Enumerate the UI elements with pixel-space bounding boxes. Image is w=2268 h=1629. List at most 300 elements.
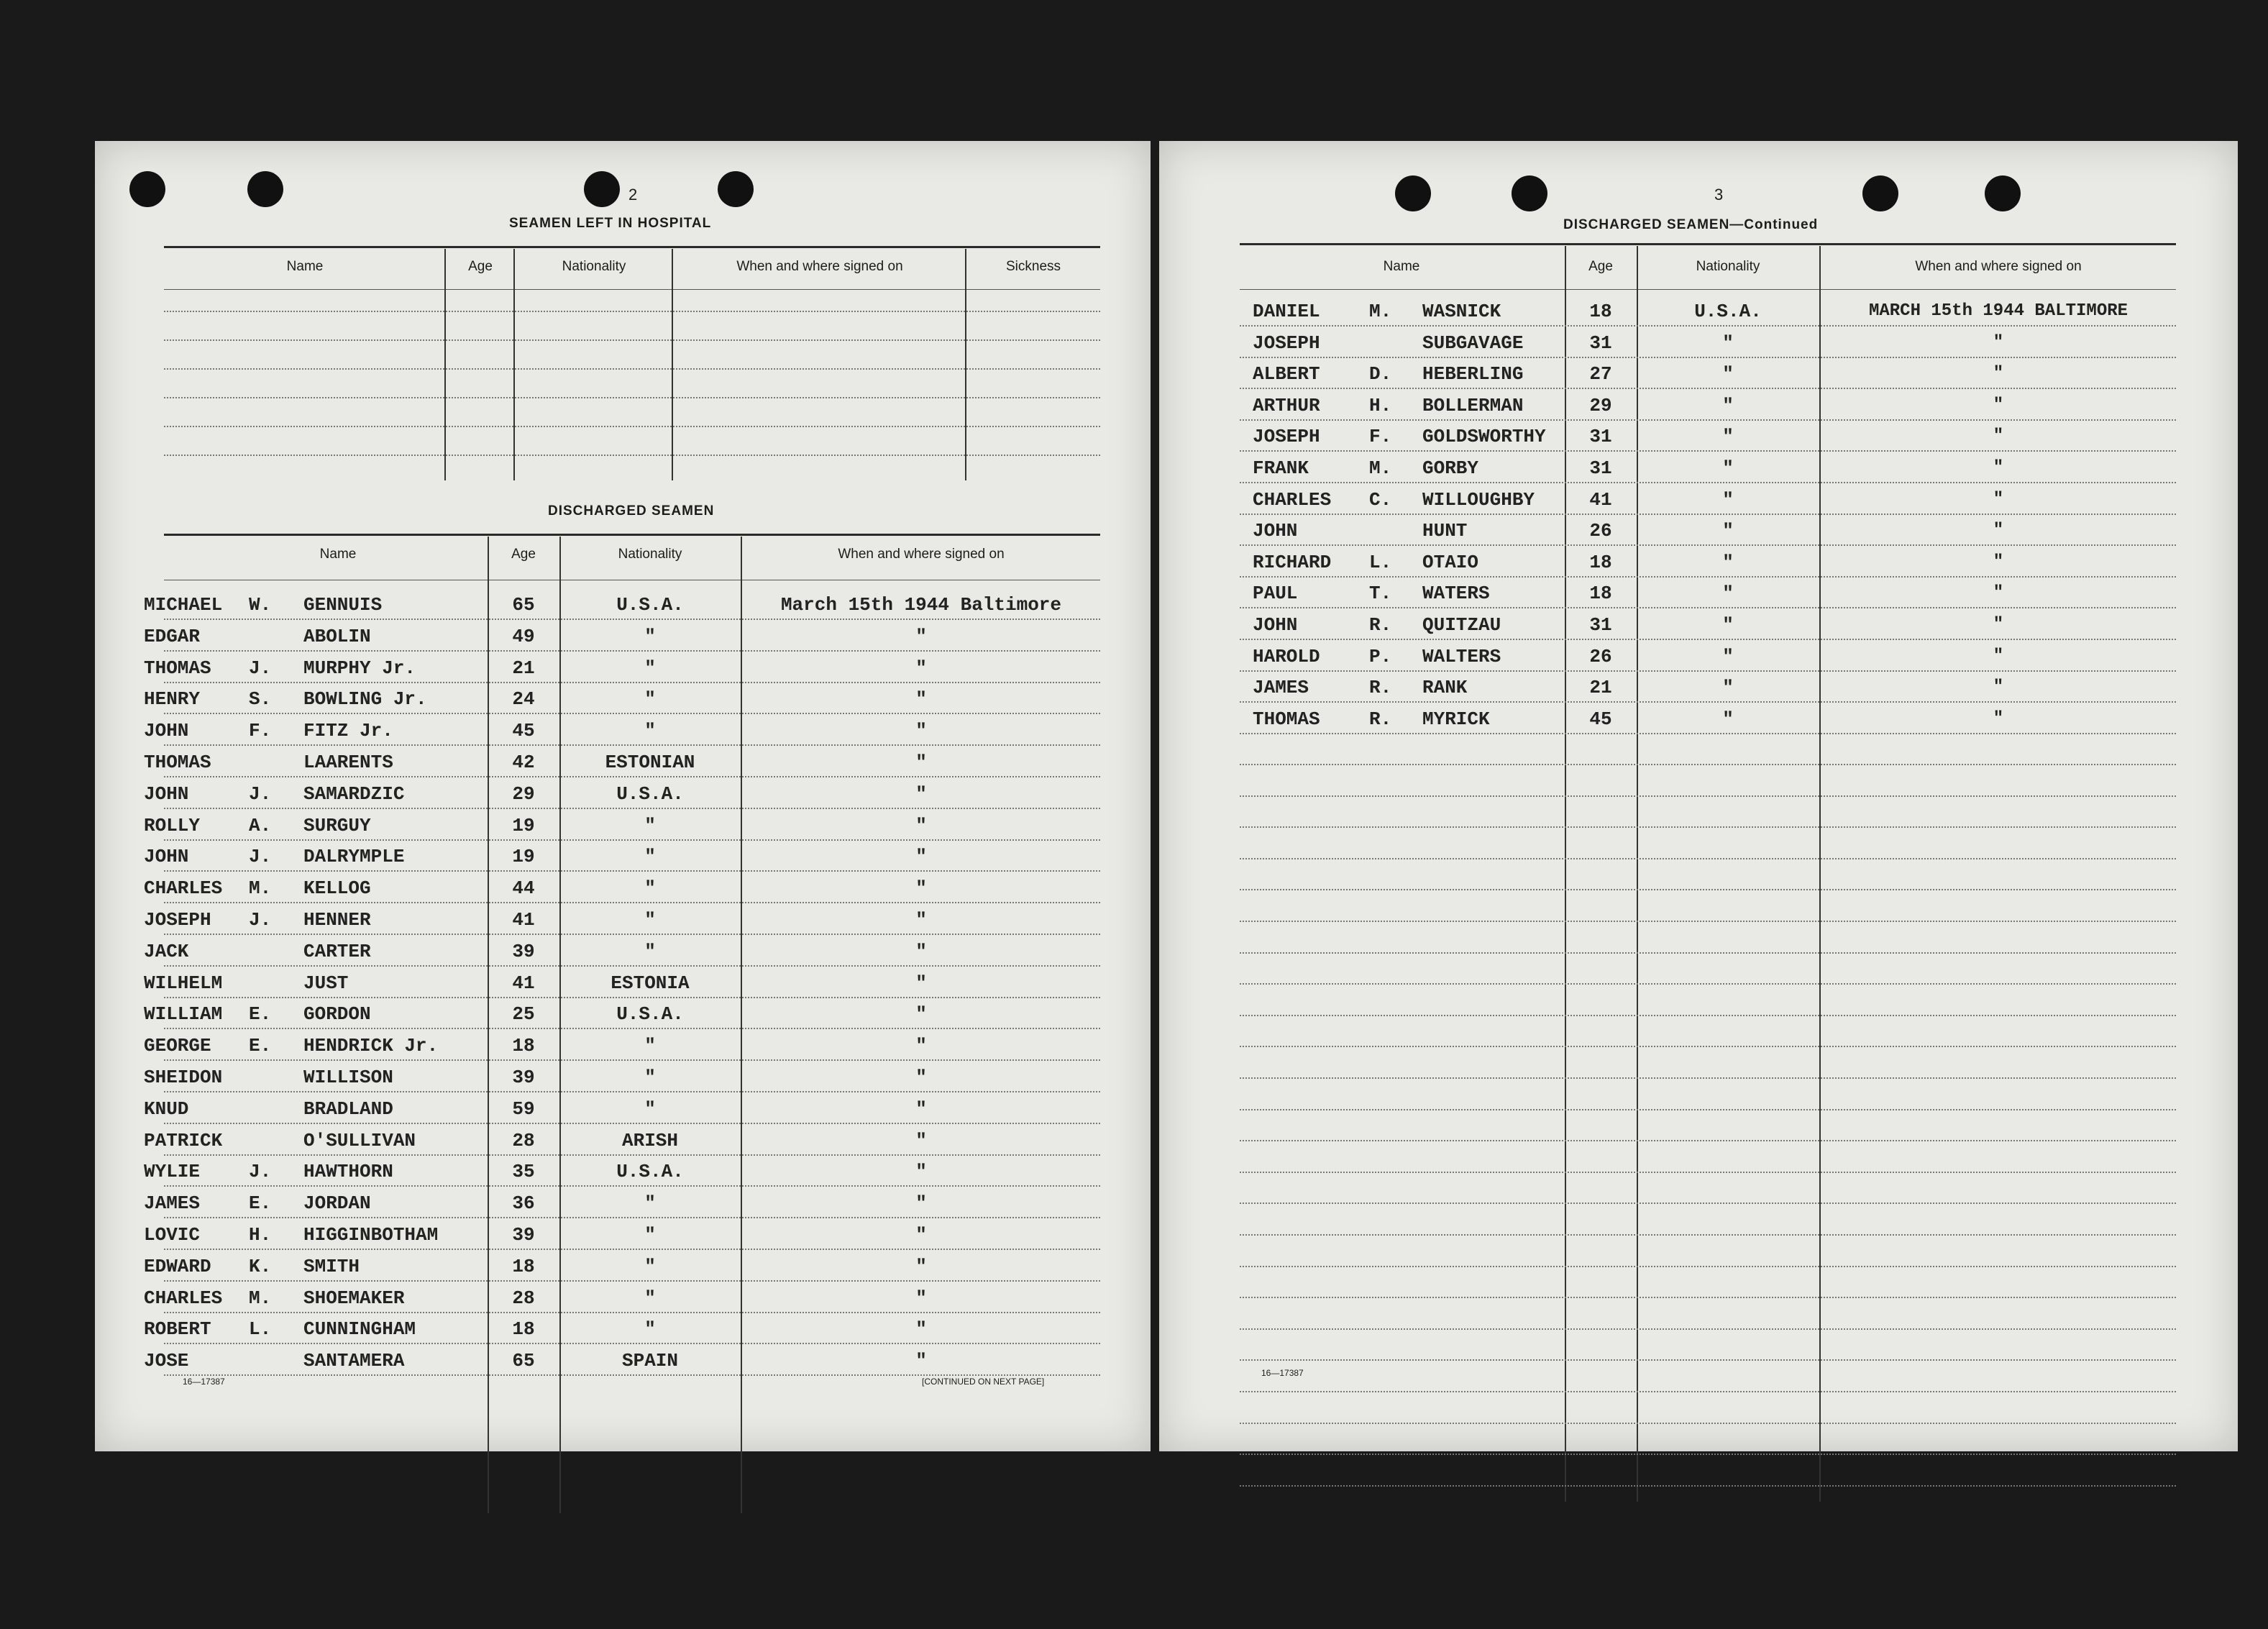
seaman-nationality: " bbox=[644, 815, 656, 836]
signed-on: " bbox=[1993, 458, 2004, 478]
table-row bbox=[1159, 552, 2238, 580]
col-header-age: Age bbox=[511, 547, 536, 562]
seaman-first-name: ROBERT bbox=[144, 1318, 211, 1340]
blank-row-rule bbox=[1240, 1077, 2176, 1079]
seaman-nationality: " bbox=[1722, 677, 1734, 698]
seaman-nationality: " bbox=[644, 1287, 656, 1309]
seaman-nationality: " bbox=[644, 720, 656, 742]
row-rule bbox=[164, 776, 1100, 777]
seaman-middle-initial: M. bbox=[1369, 457, 1392, 479]
signed-on: March 15th 1944 Baltimore bbox=[780, 594, 1062, 616]
signed-on: " bbox=[915, 972, 927, 994]
seaman-nationality: U.S.A. bbox=[616, 594, 684, 616]
row-rule bbox=[164, 682, 1100, 683]
header-rule bbox=[1240, 289, 2176, 290]
seaman-age: 27 bbox=[1589, 363, 1612, 385]
row-rule bbox=[1240, 544, 2176, 546]
blank-row-rule bbox=[1240, 795, 2176, 797]
table-row bbox=[95, 1192, 1151, 1221]
seaman-nationality: " bbox=[644, 941, 656, 962]
signed-on: " bbox=[915, 1130, 927, 1151]
row-rule bbox=[164, 650, 1100, 652]
seaman-last-name: GORBY bbox=[1422, 457, 1479, 479]
seaman-first-name: JOHN bbox=[144, 846, 189, 867]
seaman-last-name: QUITZAU bbox=[1422, 614, 1501, 636]
col-header-nationality: Nationality bbox=[562, 259, 626, 274]
signed-on: " bbox=[1993, 552, 2004, 572]
punch-hole bbox=[1985, 175, 2021, 211]
seaman-middle-initial: A. bbox=[249, 815, 272, 836]
row-rule bbox=[164, 839, 1100, 841]
seaman-first-name: THOMAS bbox=[144, 752, 211, 773]
seaman-nationality: " bbox=[644, 909, 656, 931]
table-row bbox=[95, 1161, 1151, 1190]
seaman-last-name: MURPHY Jr. bbox=[303, 657, 416, 679]
row-rule bbox=[1240, 357, 2176, 358]
row-rule bbox=[1240, 325, 2176, 327]
signed-on: " bbox=[915, 1161, 927, 1182]
seaman-nationality: " bbox=[644, 1067, 656, 1088]
col-header-nationality: Nationality bbox=[1696, 259, 1760, 274]
right-page bbox=[1159, 141, 2238, 1451]
row-rule bbox=[1240, 419, 2176, 421]
seaman-first-name: FRANK bbox=[1253, 457, 1309, 479]
punch-hole bbox=[584, 171, 620, 207]
blank-row-rule bbox=[1240, 1391, 2176, 1392]
table-row bbox=[95, 688, 1151, 717]
signed-on: " bbox=[1993, 490, 2004, 509]
blank-row bbox=[164, 455, 1100, 456]
seaman-last-name: SHOEMAKER bbox=[303, 1287, 405, 1309]
seaman-first-name: JOSE bbox=[144, 1350, 189, 1372]
seaman-first-name: SHEIDON bbox=[144, 1067, 223, 1088]
seaman-nationality: U.S.A. bbox=[616, 1161, 684, 1182]
seaman-last-name: CUNNINGHAM bbox=[303, 1318, 416, 1340]
seaman-last-name: RANK bbox=[1422, 677, 1468, 698]
seaman-age: 41 bbox=[1589, 489, 1612, 511]
blank-row-rule bbox=[1240, 983, 2176, 985]
seaman-middle-initial: D. bbox=[1369, 363, 1392, 385]
table-rule bbox=[164, 534, 1100, 536]
seaman-nationality: " bbox=[644, 1035, 656, 1057]
seaman-middle-initial: E. bbox=[249, 1192, 272, 1214]
seaman-last-name: JUST bbox=[303, 972, 349, 994]
seaman-nationality: " bbox=[644, 1318, 656, 1340]
seaman-nationality: " bbox=[1722, 646, 1734, 667]
seaman-middle-initial: L. bbox=[249, 1318, 272, 1340]
blank-row-rule bbox=[1240, 1046, 2176, 1047]
col-header-nationality: Nationality bbox=[618, 547, 682, 562]
table-row bbox=[95, 1035, 1151, 1064]
seaman-nationality: " bbox=[644, 1192, 656, 1214]
row-rule bbox=[164, 619, 1100, 620]
seaman-first-name: JACK bbox=[144, 941, 189, 962]
seaman-last-name: LAARENTS bbox=[303, 752, 393, 773]
blank-row-rule bbox=[1240, 1454, 2176, 1455]
punch-hole bbox=[1862, 175, 1898, 211]
signed-on: " bbox=[915, 783, 927, 805]
seaman-nationality: " bbox=[1722, 520, 1734, 542]
table-row bbox=[1159, 614, 2238, 643]
col-header-name: Name bbox=[319, 547, 357, 562]
row-rule bbox=[164, 902, 1100, 903]
signed-on: " bbox=[915, 1224, 927, 1246]
signed-on: " bbox=[915, 657, 927, 679]
form-number: 16—17387 bbox=[1261, 1368, 1304, 1378]
seaman-last-name: HUNT bbox=[1422, 520, 1468, 542]
seaman-nationality: U.S.A. bbox=[616, 783, 684, 805]
seaman-age: 42 bbox=[512, 752, 535, 773]
seaman-nationality: " bbox=[1722, 457, 1734, 479]
seaman-first-name: THOMAS bbox=[144, 657, 211, 679]
seaman-age: 18 bbox=[512, 1256, 535, 1277]
seaman-last-name: FITZ Jr. bbox=[303, 720, 393, 742]
table-row bbox=[1159, 489, 2238, 518]
seaman-middle-initial: J. bbox=[249, 846, 272, 867]
blank-row-rule bbox=[1240, 826, 2176, 828]
row-rule bbox=[1240, 514, 2176, 515]
table-row bbox=[1159, 646, 2238, 675]
seaman-last-name: MYRICK bbox=[1422, 708, 1490, 730]
row-rule bbox=[164, 744, 1100, 746]
seaman-middle-initial: H. bbox=[1369, 395, 1392, 416]
seaman-age: 45 bbox=[1589, 708, 1612, 730]
column-divider bbox=[965, 249, 966, 480]
seaman-age: 21 bbox=[512, 657, 535, 679]
seaman-first-name: PATRICK bbox=[144, 1130, 223, 1151]
row-rule bbox=[1240, 482, 2176, 483]
punch-hole bbox=[718, 171, 754, 207]
seaman-middle-initial: J. bbox=[249, 783, 272, 805]
signed-on: " bbox=[915, 1067, 927, 1088]
seaman-first-name: LOVIC bbox=[144, 1224, 201, 1246]
row-rule bbox=[1240, 450, 2176, 452]
seaman-age: 26 bbox=[1589, 520, 1612, 542]
seaman-age: 18 bbox=[1589, 552, 1612, 573]
seaman-nationality: ESTONIAN bbox=[605, 752, 695, 773]
seaman-nationality: " bbox=[644, 688, 656, 710]
signed-on: " bbox=[915, 752, 927, 773]
seaman-nationality: SPAIN bbox=[621, 1350, 678, 1372]
seaman-last-name: BOLLERMAN bbox=[1422, 395, 1524, 416]
signed-on: " bbox=[915, 1350, 927, 1372]
seaman-first-name: JOHN bbox=[1253, 520, 1298, 542]
col-header-age: Age bbox=[468, 259, 493, 274]
seaman-first-name: WILLIAM bbox=[144, 1003, 223, 1025]
seaman-age: 41 bbox=[512, 909, 535, 931]
table-row bbox=[95, 752, 1151, 780]
seaman-last-name: HAWTHORN bbox=[303, 1161, 393, 1182]
row-rule bbox=[1240, 639, 2176, 640]
seaman-first-name: KNUD bbox=[144, 1098, 189, 1120]
seaman-age: 39 bbox=[512, 1067, 535, 1088]
row-rule bbox=[164, 1280, 1100, 1282]
seaman-last-name: GENNUIS bbox=[303, 594, 383, 616]
seaman-first-name: DANIEL bbox=[1253, 301, 1320, 322]
form-number: 16—17387 bbox=[183, 1377, 225, 1387]
signed-on: " bbox=[915, 1318, 927, 1340]
row-rule bbox=[164, 1312, 1100, 1313]
seaman-nationality: " bbox=[644, 1224, 656, 1246]
table-row bbox=[95, 1224, 1151, 1253]
seaman-middle-initial: J. bbox=[249, 909, 272, 931]
row-rule bbox=[164, 934, 1100, 935]
col-header-sickness: Sickness bbox=[1005, 259, 1061, 274]
signed-on: " bbox=[915, 720, 927, 742]
row-rule bbox=[164, 1028, 1100, 1029]
signed-on: " bbox=[915, 1098, 927, 1120]
seaman-middle-initial: F. bbox=[1369, 426, 1392, 447]
seaman-last-name: SANTAMERA bbox=[303, 1350, 405, 1372]
signed-on: " bbox=[915, 1256, 927, 1277]
table-row bbox=[95, 1130, 1151, 1159]
table-row bbox=[95, 1287, 1151, 1316]
seaman-age: 49 bbox=[512, 626, 535, 647]
seaman-age: 29 bbox=[512, 783, 535, 805]
page-number: 3 bbox=[1714, 186, 1724, 204]
table-rule bbox=[1240, 243, 2176, 245]
seaman-age: 31 bbox=[1589, 457, 1612, 479]
row-rule bbox=[164, 1059, 1100, 1061]
table-row bbox=[95, 594, 1151, 623]
seaman-nationality: " bbox=[1722, 426, 1734, 447]
seaman-nationality: U.S.A. bbox=[616, 1003, 684, 1025]
blank-row bbox=[164, 311, 1100, 312]
row-rule bbox=[164, 1249, 1100, 1250]
column-divider bbox=[672, 249, 673, 480]
blank-row-rule bbox=[1240, 1140, 2176, 1141]
seaman-nationality: U.S.A. bbox=[1694, 301, 1762, 322]
discharged-section-title: DISCHARGED SEAMEN bbox=[548, 503, 715, 519]
seaman-age: 31 bbox=[1589, 332, 1612, 354]
seaman-first-name: JOHN bbox=[1253, 614, 1298, 636]
seaman-age: 39 bbox=[512, 941, 535, 962]
col-header-name: Name bbox=[1383, 259, 1420, 274]
seaman-age: 18 bbox=[512, 1318, 535, 1340]
seaman-first-name: JOSEPH bbox=[1253, 426, 1320, 447]
table-row bbox=[95, 1003, 1151, 1032]
seaman-middle-initial: J. bbox=[249, 1161, 272, 1182]
table-row bbox=[1159, 426, 2238, 455]
seaman-first-name: CHARLES bbox=[144, 1287, 223, 1309]
seaman-middle-initial: K. bbox=[249, 1256, 272, 1277]
row-rule bbox=[164, 1154, 1100, 1156]
row-rule bbox=[164, 1343, 1100, 1344]
seaman-last-name: WILLISON bbox=[303, 1067, 393, 1088]
seaman-middle-initial: P. bbox=[1369, 646, 1392, 667]
blank-row-rule bbox=[1240, 952, 2176, 954]
seaman-nationality: " bbox=[644, 1256, 656, 1277]
blank-row-rule bbox=[1240, 1359, 2176, 1361]
seaman-age: 39 bbox=[512, 1224, 535, 1246]
blank-row bbox=[164, 426, 1100, 427]
table-rule bbox=[164, 246, 1100, 248]
seaman-age: 19 bbox=[512, 846, 535, 867]
blank-row-rule bbox=[1240, 1266, 2176, 1267]
signed-on: " bbox=[1993, 709, 2004, 729]
seaman-age: 31 bbox=[1589, 426, 1612, 447]
seaman-first-name: HENRY bbox=[144, 688, 201, 710]
seaman-last-name: SAMARDZIC bbox=[303, 783, 405, 805]
seaman-last-name: OTAIO bbox=[1422, 552, 1479, 573]
seaman-last-name: WALTERS bbox=[1422, 646, 1501, 667]
seaman-middle-initial: S. bbox=[249, 688, 272, 710]
seaman-nationality: " bbox=[1722, 614, 1734, 636]
row-rule bbox=[1240, 388, 2176, 389]
seaman-last-name: HENNER bbox=[303, 909, 371, 931]
seaman-age: 21 bbox=[1589, 677, 1612, 698]
punch-hole bbox=[1512, 175, 1547, 211]
row-rule bbox=[164, 1091, 1100, 1092]
punch-hole bbox=[129, 171, 165, 207]
signed-on: " bbox=[915, 941, 927, 962]
seaman-nationality: " bbox=[1722, 395, 1734, 416]
table-row bbox=[95, 720, 1151, 749]
blank-row-rule bbox=[1240, 1328, 2176, 1330]
blank-row-rule bbox=[1240, 1109, 2176, 1110]
seaman-nationality: " bbox=[1722, 332, 1734, 354]
table-row bbox=[95, 1318, 1151, 1347]
table-row bbox=[95, 1067, 1151, 1095]
row-rule bbox=[164, 1217, 1100, 1218]
seaman-last-name: DALRYMPLE bbox=[303, 846, 405, 867]
table-row bbox=[1159, 520, 2238, 549]
seaman-nationality: " bbox=[644, 626, 656, 647]
seaman-age: 31 bbox=[1589, 614, 1612, 636]
signed-on: " bbox=[915, 909, 927, 931]
seaman-nationality: " bbox=[1722, 583, 1734, 604]
seaman-last-name: BRADLAND bbox=[303, 1098, 393, 1120]
seaman-last-name: WASNICK bbox=[1422, 301, 1501, 322]
seaman-middle-initial: H. bbox=[249, 1224, 272, 1246]
seaman-last-name: HENDRICK Jr. bbox=[303, 1035, 439, 1057]
signed-on: " bbox=[1993, 583, 2004, 603]
seaman-first-name: CHARLES bbox=[144, 877, 223, 899]
table-row bbox=[95, 657, 1151, 686]
seaman-first-name: ROLLY bbox=[144, 815, 201, 836]
row-rule bbox=[164, 870, 1100, 872]
seaman-age: 41 bbox=[512, 972, 535, 994]
signed-on: " bbox=[1993, 615, 2004, 634]
seaman-last-name: HEBERLING bbox=[1422, 363, 1524, 385]
seaman-nationality: " bbox=[1722, 708, 1734, 730]
seaman-age: 18 bbox=[512, 1035, 535, 1057]
table-row bbox=[95, 972, 1151, 1001]
row-rule bbox=[164, 1123, 1100, 1124]
seaman-first-name: JOHN bbox=[144, 720, 189, 742]
seaman-middle-initial: R. bbox=[1369, 614, 1392, 636]
seaman-last-name: O'SULLIVAN bbox=[303, 1130, 416, 1151]
continued-note: [CONTINUED ON NEXT PAGE] bbox=[922, 1377, 1045, 1387]
signed-on: " bbox=[1993, 521, 2004, 540]
page-number: 2 bbox=[628, 186, 638, 204]
seaman-age: 29 bbox=[1589, 395, 1612, 416]
signed-on: " bbox=[915, 1192, 927, 1214]
seaman-age: 28 bbox=[512, 1287, 535, 1309]
seaman-age: 26 bbox=[1589, 646, 1612, 667]
blank-row bbox=[164, 368, 1100, 370]
signed-on: " bbox=[1993, 396, 2004, 415]
seaman-first-name: ARTHUR bbox=[1253, 395, 1320, 416]
column-divider bbox=[444, 249, 446, 480]
seaman-last-name: ABOLIN bbox=[303, 626, 371, 647]
blank-row-rule bbox=[1240, 1297, 2176, 1298]
seaman-first-name: WYLIE bbox=[144, 1161, 201, 1182]
seaman-age: 44 bbox=[512, 877, 535, 899]
signed-on: " bbox=[1993, 426, 2004, 446]
seaman-age: 45 bbox=[512, 720, 535, 742]
column-divider bbox=[513, 249, 515, 480]
seaman-age: 18 bbox=[1589, 301, 1612, 322]
seaman-age: 24 bbox=[512, 688, 535, 710]
seaman-first-name: EDGAR bbox=[144, 626, 201, 647]
seaman-first-name: JOSEPH bbox=[1253, 332, 1320, 354]
seaman-middle-initial: W. bbox=[249, 594, 272, 616]
seaman-last-name: HIGGINBOTHAM bbox=[303, 1224, 439, 1246]
seaman-last-name: WATERS bbox=[1422, 583, 1490, 604]
row-rule bbox=[164, 1374, 1100, 1376]
table-row bbox=[95, 815, 1151, 844]
table-row bbox=[95, 1256, 1151, 1285]
seaman-first-name: MICHAEL bbox=[144, 594, 223, 616]
signed-on: " bbox=[1993, 677, 2004, 697]
seaman-age: 18 bbox=[1589, 583, 1612, 604]
col-header-age: Age bbox=[1588, 259, 1613, 274]
row-rule bbox=[1240, 607, 2176, 608]
seaman-nationality: " bbox=[644, 1098, 656, 1120]
blank-row-rule bbox=[1240, 764, 2176, 765]
header-rule bbox=[164, 289, 1100, 290]
blank-row-rule bbox=[1240, 1234, 2176, 1236]
seaman-nationality: " bbox=[644, 846, 656, 867]
seaman-nationality: " bbox=[644, 657, 656, 679]
signed-on: " bbox=[915, 1287, 927, 1309]
blank-row bbox=[164, 339, 1100, 341]
seaman-last-name: BOWLING Jr. bbox=[303, 688, 427, 710]
col-header-signed-on: When and where signed on bbox=[736, 259, 903, 274]
signed-on: " bbox=[915, 815, 927, 836]
table-row bbox=[95, 783, 1151, 812]
seaman-last-name: WILLOUGHBY bbox=[1422, 489, 1535, 511]
seaman-age: 19 bbox=[512, 815, 535, 836]
seaman-first-name: JAMES bbox=[1253, 677, 1309, 698]
table-row bbox=[1159, 677, 2238, 706]
signed-on: " bbox=[1993, 364, 2004, 383]
hospital-section-title: SEAMEN LEFT IN HOSPITAL bbox=[509, 216, 712, 231]
seaman-first-name: CHARLES bbox=[1253, 489, 1332, 511]
seaman-age: 28 bbox=[512, 1130, 535, 1151]
seaman-first-name: HAROLD bbox=[1253, 646, 1320, 667]
row-rule bbox=[1240, 670, 2176, 672]
seaman-first-name: JOSEPH bbox=[144, 909, 211, 931]
row-rule bbox=[164, 713, 1100, 714]
blank-row-rule bbox=[1240, 1423, 2176, 1424]
signed-on: MARCH 15th 1944 BALTIMORE bbox=[1868, 301, 2128, 321]
seaman-age: 65 bbox=[512, 594, 535, 616]
row-rule bbox=[1240, 576, 2176, 578]
table-row bbox=[1159, 301, 2238, 329]
blank-row-rule bbox=[1240, 889, 2176, 890]
table-row bbox=[95, 1350, 1151, 1379]
table-row bbox=[1159, 395, 2238, 424]
blank-row-rule bbox=[1240, 921, 2176, 922]
seaman-nationality: " bbox=[1722, 489, 1734, 511]
seaman-middle-initial: M. bbox=[1369, 301, 1392, 322]
signed-on: " bbox=[1993, 647, 2004, 666]
seaman-first-name: ALBERT bbox=[1253, 363, 1320, 385]
seaman-age: 65 bbox=[512, 1350, 535, 1372]
seaman-age: 35 bbox=[512, 1161, 535, 1182]
